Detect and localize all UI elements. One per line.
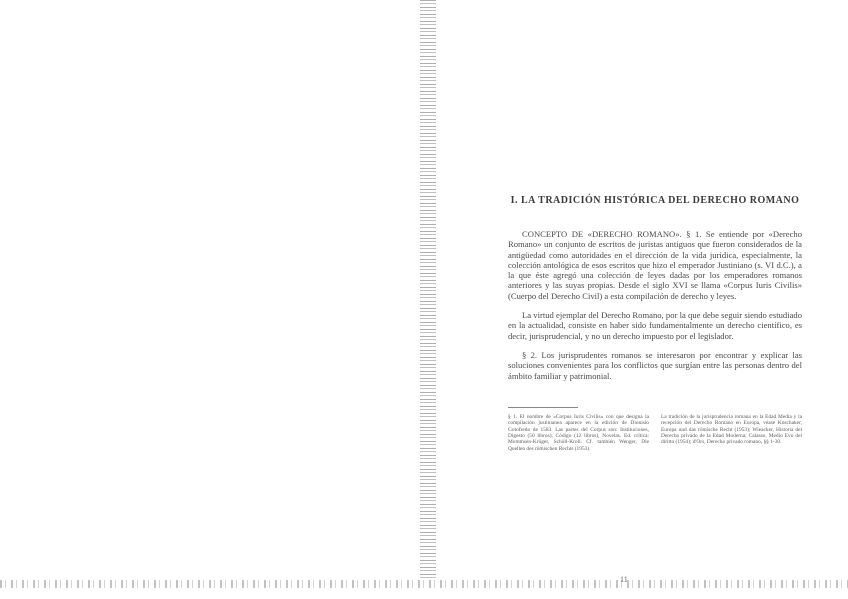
book-spine <box>420 0 436 580</box>
right-page <box>508 195 802 580</box>
paragraph-3: § 2. Los jurisprudentes romanos se interesaron por encontrar y explicar las soluciones convenientes para los conflictos que surgían entre las personas dentro del ámbito familiar y patrimonial. <box>508 349 802 381</box>
footnote-column-left: § 1. El nombre de «Corpus Iuris Civilis» con que designa la compilación justinianea aparece en la edición de Dionisio Gotofredo de 1583. Las partes del Corpus son: Instituciones, Digesto (50 libros), Código (12 libros), Novelas. Ed. crítica: Mommsen-Krüger, Schöll-Kroll. Cf. también Wenger, Die Quellen des römischen Rechts (1953). <box>508 413 649 452</box>
footnote-column-right: La tradición de la jurisprudencia romana en la Edad Media y la recepción del Derecho Romano en Europa, véase Koschaker, Europa und das römische Recht (1953); Wieacker, Historia del Derecho privado de la Edad Moderna; Calasso, Medio Evo del diritto (1954); d'Ors, Derecho privado romano, §§ 1-30. <box>661 413 802 446</box>
page-bottom-edge <box>0 580 848 588</box>
paragraph-2: La virtud ejemplar del Derecho Romano, por la que debe seguir siendo estudiado en la actualidad, consiste en haber sido fundamentalmente un derecho científico, es decir, jurisprudencial, y no un derecho impuesto por el legislador. <box>508 310 802 341</box>
page-number: 11 <box>620 575 628 584</box>
paragraph-1: CONCEPTO DE «DERECHO ROMANO». § 1. Se entiende por «Derecho Romano» un conjunto de escritos de juristas antiguos que fueron considerados de la antigüedad como autoridades en el dirección de la vida jurídica, especialmente, la colección antológica de esos escritos que hizo el emperador Justiniano (s. VI d.C.), a la que éste agregó una colección de leyes dadas por los emperadores romanos anteriores y las suyas propias. Desde el siglo XVI se llama «Corpus Iuris Civilis» (Cuerpo del Derecho Civil) a esta compilación de derecho y leyes. <box>508 229 802 301</box>
footnote-divider <box>508 407 578 408</box>
footnotes <box>508 414 802 452</box>
chapter-title: I. LA TRADICIÓN HISTÓRICA DEL DERECHO ROMANO <box>510 195 800 206</box>
